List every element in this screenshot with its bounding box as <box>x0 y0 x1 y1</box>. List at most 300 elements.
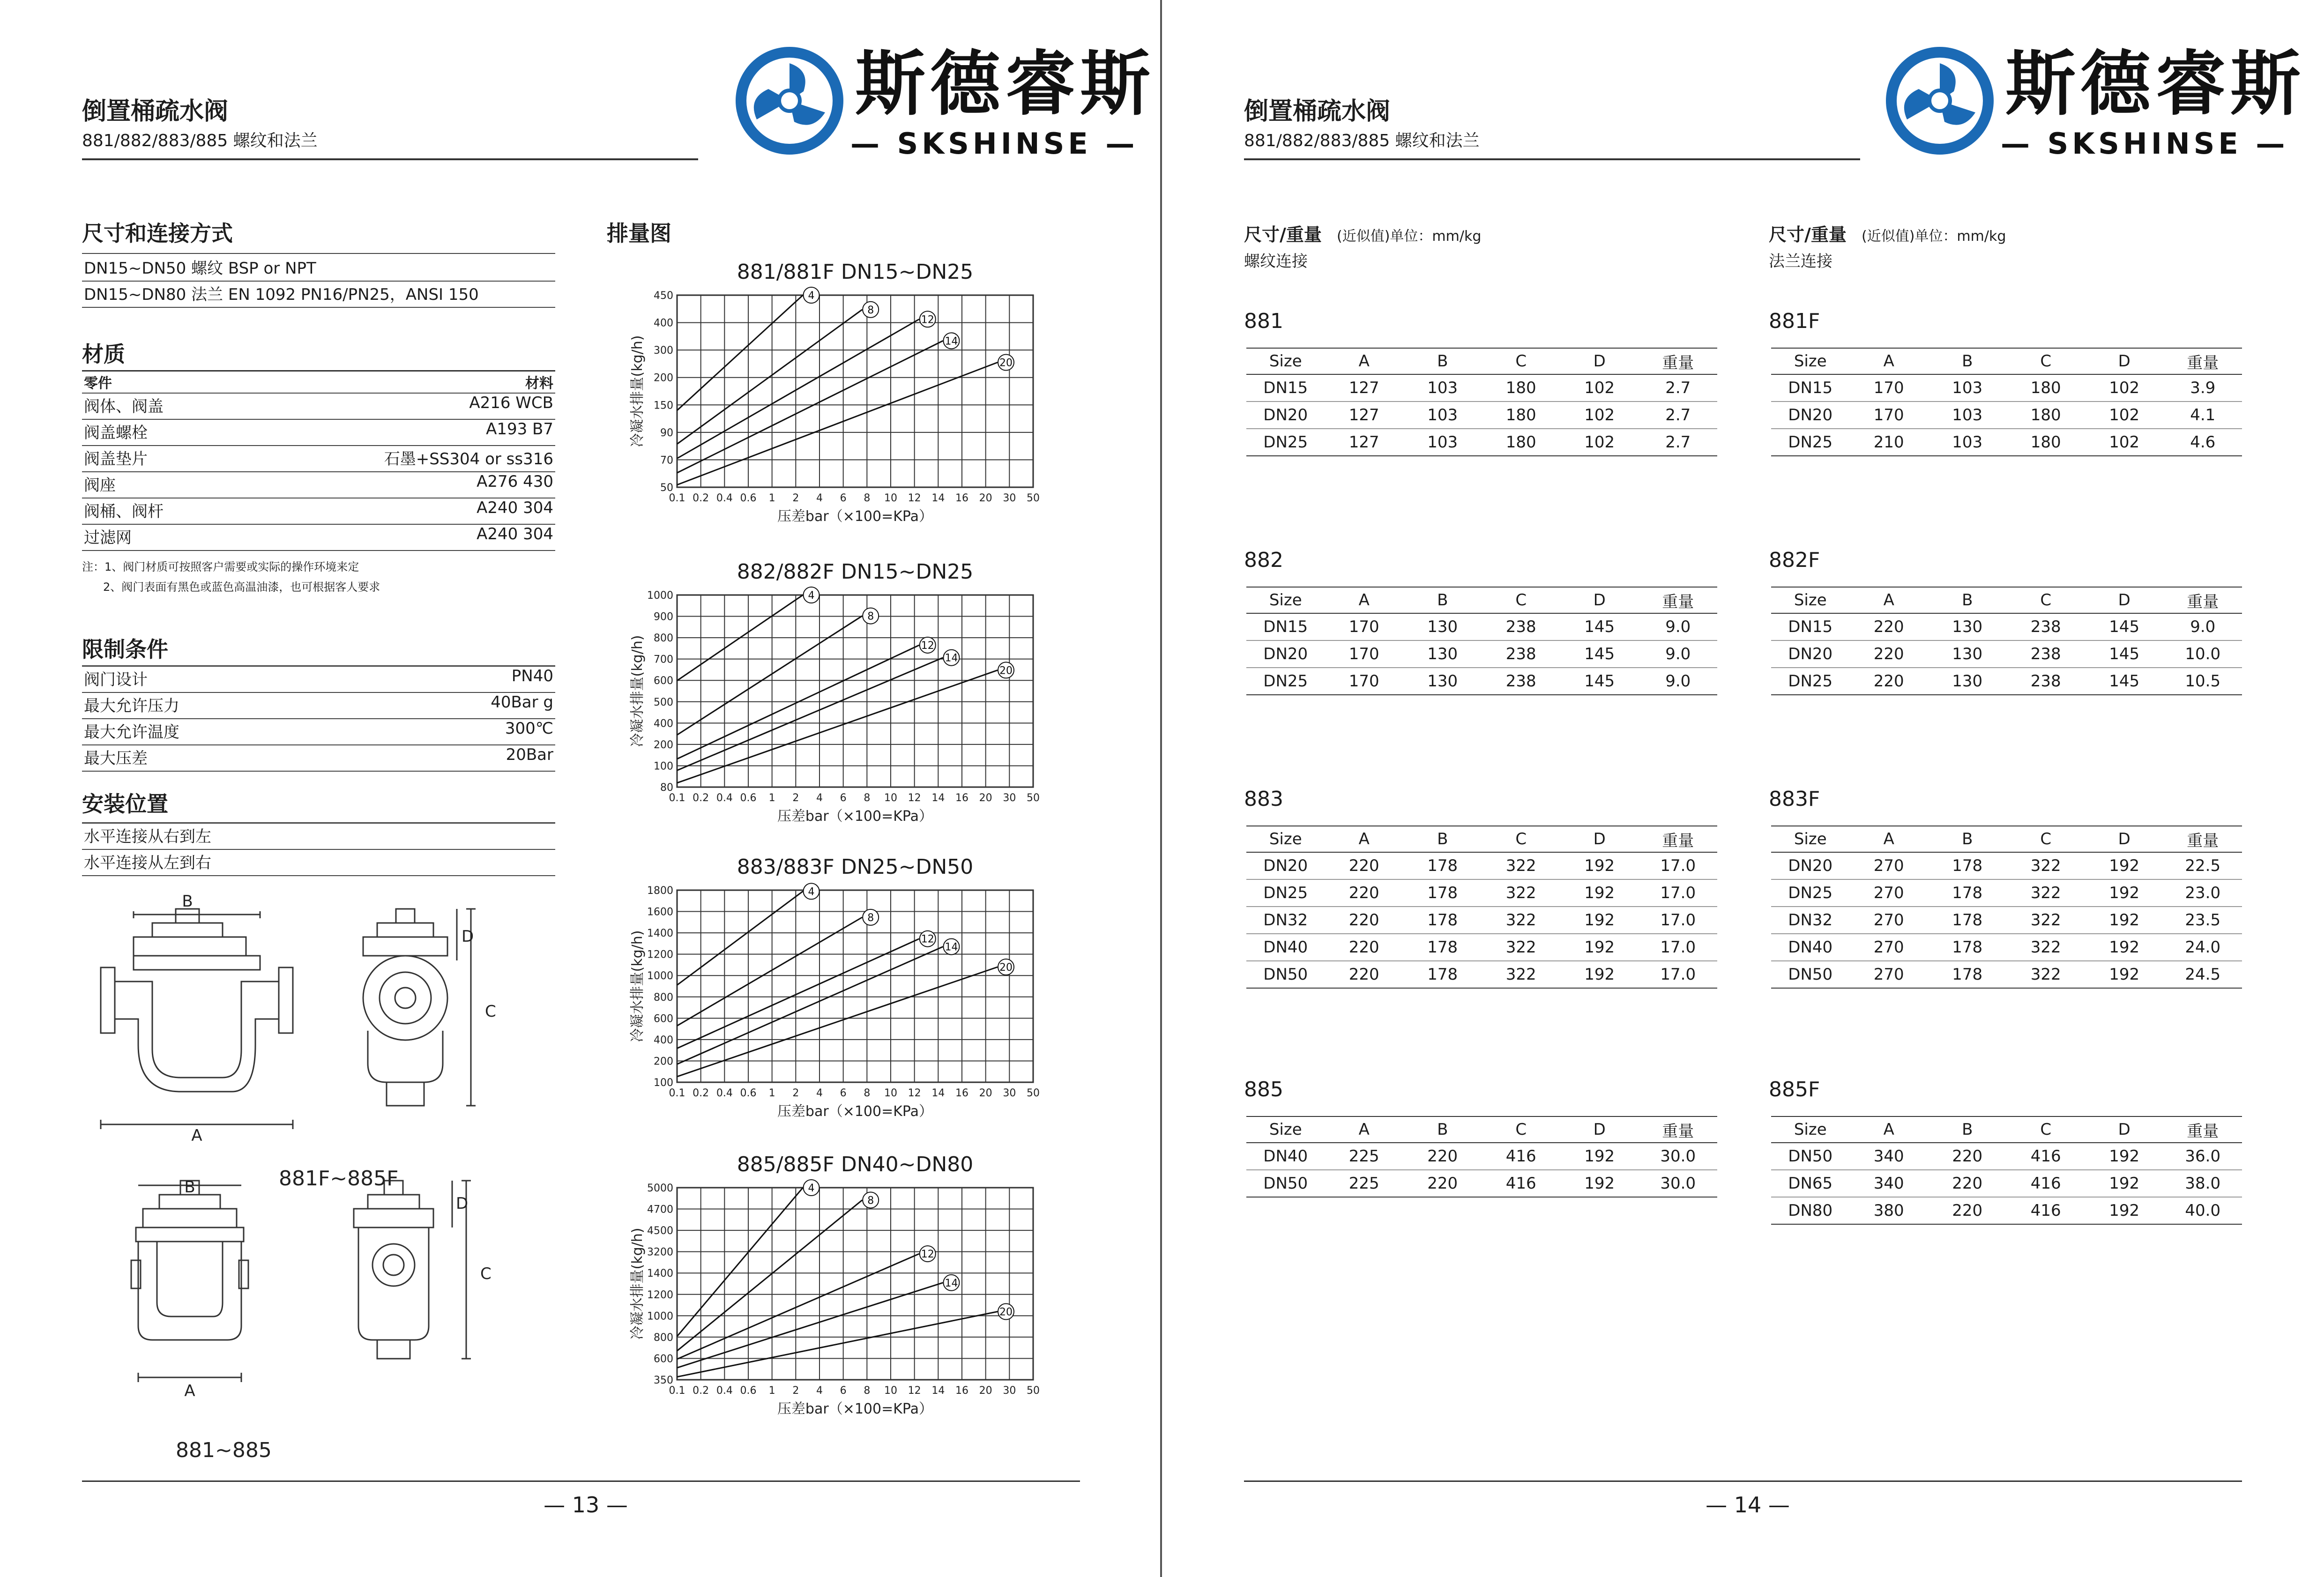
table-cell: 270 <box>1850 879 1929 907</box>
col-header: Size <box>1771 348 1850 374</box>
chart-section-title: 排量图 <box>607 221 671 246</box>
brand-logo <box>733 45 846 159</box>
x-tick-label: 0.2 <box>693 492 709 504</box>
limits-title: 限制条件 <box>82 637 168 662</box>
table-cell: DN15 <box>1771 374 1850 402</box>
y-tick-label: 1000 <box>647 590 673 602</box>
part: 过滤网 <box>84 528 132 547</box>
x-tick-label: 50 <box>1027 1087 1040 1099</box>
table-cell: 322 <box>2007 907 2086 934</box>
table-row <box>1771 640 2242 668</box>
table-cell: 4.1 <box>2164 402 2242 429</box>
header-title: 倒置桶疏水阀 <box>1244 97 1391 126</box>
table-cell: 192 <box>2085 1143 2164 1170</box>
table-cell: 270 <box>1850 961 1929 988</box>
material: A276 430 <box>477 472 553 491</box>
series-line-20 <box>677 1312 998 1377</box>
table-cell: DN25 <box>1246 879 1325 907</box>
table-row <box>1246 934 1717 961</box>
flange-head <box>1769 220 2006 246</box>
table-cell: 127 <box>1325 402 1404 429</box>
table-cell: DN20 <box>1246 640 1325 668</box>
table-cell: 270 <box>1850 934 1929 961</box>
y-tick-label: 400 <box>654 718 673 730</box>
limit-value: PN40 <box>511 667 553 685</box>
table-cell: 22.5 <box>2164 852 2242 879</box>
x-tick-label: 0.2 <box>693 1385 709 1397</box>
table-cell: DN20 <box>1771 852 1850 879</box>
table-cell: 192 <box>1560 907 1639 934</box>
col-header: A <box>1325 1116 1404 1143</box>
header-subtitle: 881/882/883/885 螺纹和法兰 <box>1244 131 1480 150</box>
col-header: D <box>1560 348 1639 374</box>
col-material: 材料 <box>525 375 553 392</box>
col-header: 重量 <box>1639 1116 1718 1143</box>
table-cell: 17.0 <box>1639 879 1718 907</box>
table-cell: 220 <box>1928 1170 2007 1197</box>
material: 石墨+SS304 or ss316 <box>384 450 553 469</box>
x-tick-label: 8 <box>864 792 871 804</box>
y-tick-label: 1800 <box>647 885 673 897</box>
material-row <box>82 525 555 551</box>
chart-0 <box>618 286 1087 548</box>
table-row <box>1246 907 1717 934</box>
table-row <box>1771 879 2242 907</box>
col-header: 重量 <box>1639 348 1718 374</box>
series-line-14 <box>677 947 943 1064</box>
table-cell: DN65 <box>1771 1170 1850 1197</box>
y-tick-label: 300 <box>654 345 673 357</box>
table-cell: 10.5 <box>2164 668 2242 695</box>
col-header: B <box>1928 587 2007 613</box>
table-cell: 192 <box>2085 852 2164 879</box>
thread-head <box>1244 220 1481 246</box>
table-row <box>1771 1143 2242 1170</box>
table-row <box>1246 1170 1717 1197</box>
x-tick-label: 12 <box>908 492 921 504</box>
table-cell: 145 <box>2085 668 2164 695</box>
series-label-20: 20 <box>999 1306 1013 1318</box>
brand-name-en: — SKSHINSE — <box>2001 126 2289 161</box>
x-tick-label: 0.6 <box>740 492 757 504</box>
thread-sub: 螺纹连接 <box>1244 252 1308 271</box>
chart-title: 885/885F DN40~DN80 <box>737 1153 974 1176</box>
spec-table-t881F <box>1771 348 2242 456</box>
x-tick-label: 30 <box>1003 1087 1016 1099</box>
series-line-14 <box>677 658 943 771</box>
dims-text: DN15~DN80 法兰 EN 1092 PN16/PN25，ANSI 150 <box>84 285 479 304</box>
col-header: 重量 <box>2164 826 2242 852</box>
series-label-20: 20 <box>999 665 1013 677</box>
table-cell: 102 <box>2085 429 2164 456</box>
table-row <box>1771 1197 2242 1224</box>
y-tick-label: 1600 <box>647 906 673 918</box>
table-row <box>1246 879 1717 907</box>
col-header: C <box>2007 348 2086 374</box>
table-cell: 17.0 <box>1639 934 1718 961</box>
col-header: B <box>1403 587 1482 613</box>
table-cell: 220 <box>1325 879 1404 907</box>
table-cell: 192 <box>2085 961 2164 988</box>
table-cell: 178 <box>1403 907 1482 934</box>
x-tick-label: 16 <box>955 1087 968 1099</box>
col-header: D <box>2085 1116 2164 1143</box>
x-tick-label: 6 <box>840 1385 847 1397</box>
series-line-20 <box>677 967 998 1077</box>
y-tick-label: 600 <box>654 1013 673 1025</box>
x-tick-label: 20 <box>979 792 992 804</box>
spec-table-t883F <box>1771 826 2242 989</box>
table-cell: 416 <box>1482 1170 1561 1197</box>
col-header: 重量 <box>2164 1116 2242 1143</box>
table-row <box>1771 613 2242 640</box>
table-cell: 130 <box>1403 640 1482 668</box>
series-line-4 <box>677 295 803 410</box>
table-cell: DN80 <box>1771 1197 1850 1224</box>
table-cell: 145 <box>1560 613 1639 640</box>
table-cell: 102 <box>2085 374 2164 402</box>
table-cell: 2.7 <box>1639 374 1718 402</box>
flange-sub: 法兰连接 <box>1769 252 1832 271</box>
col-header: 重量 <box>2164 587 2242 613</box>
table-row <box>1771 1170 2242 1197</box>
table-cell: 192 <box>2085 934 2164 961</box>
table-cell: 192 <box>2085 1170 2164 1197</box>
table-cell: 416 <box>2007 1170 2086 1197</box>
series-label-20: 20 <box>999 357 1013 369</box>
table-cell: 220 <box>1403 1170 1482 1197</box>
table-cell: 170 <box>1325 613 1404 640</box>
col-header: 重量 <box>2164 348 2242 374</box>
x-tick-label: 0.4 <box>716 792 733 804</box>
limit-row <box>82 693 555 719</box>
col-header: Size <box>1771 826 1850 852</box>
x-tick-label: 0.1 <box>669 1087 685 1099</box>
table-row <box>1771 429 2242 456</box>
part: 阀体、阀盖 <box>84 397 164 416</box>
table-cell: 127 <box>1325 429 1404 456</box>
dims-row <box>82 255 555 282</box>
col-header: A <box>1325 826 1404 852</box>
col-header: B <box>1928 348 2007 374</box>
x-tick-label: 6 <box>840 792 847 804</box>
col-header: B <box>1403 348 1482 374</box>
caption-threaded: 881~885 <box>176 1438 272 1462</box>
y-tick-label: 350 <box>654 1375 673 1386</box>
series-label-4: 4 <box>808 290 815 302</box>
series-label-14: 14 <box>945 1277 958 1289</box>
table-cell: 322 <box>2007 852 2086 879</box>
install-text: 水平连接从左到右 <box>84 854 211 872</box>
x-axis-label: 压差bar（×100=KPa） <box>777 508 933 525</box>
y-tick-label: 600 <box>654 675 673 687</box>
series-label-4: 4 <box>808 590 815 602</box>
table-cell: 170 <box>1850 402 1929 429</box>
col-header: C <box>2007 1116 2086 1143</box>
y-tick-label: 3200 <box>647 1246 673 1258</box>
limit-key: 最大允许压力 <box>84 697 179 715</box>
x-axis-label: 压差bar（×100=KPa） <box>777 1103 933 1120</box>
table-cell: 238 <box>1482 613 1561 640</box>
table-cell: 322 <box>1482 852 1561 879</box>
table-name-t882F: 882F <box>1769 548 1820 572</box>
table-row <box>1771 934 2242 961</box>
col-header: Size <box>1246 348 1325 374</box>
header-title: 倒置桶疏水阀 <box>82 97 229 126</box>
col-header: 重量 <box>1639 587 1718 613</box>
table-cell: 170 <box>1850 374 1929 402</box>
y-tick-label: 500 <box>654 696 673 708</box>
series-line-4 <box>677 891 803 985</box>
table-cell: DN25 <box>1771 668 1850 695</box>
table-cell: 178 <box>1928 961 2007 988</box>
series-label-12: 12 <box>921 933 934 945</box>
col-header: C <box>2007 826 2086 852</box>
table-cell: 322 <box>1482 934 1561 961</box>
col-header: A <box>1850 587 1929 613</box>
install-title: 安装位置 <box>82 791 168 817</box>
table-cell: DN25 <box>1246 429 1325 456</box>
thread-head-unit: (近似值)单位：mm/kg <box>1336 228 1482 245</box>
x-tick-label: 20 <box>979 1385 992 1397</box>
x-tick-label: 14 <box>931 792 945 804</box>
x-tick-label: 50 <box>1027 492 1040 504</box>
table-name-t882: 882 <box>1244 548 1283 572</box>
col-part: 零件 <box>84 375 112 392</box>
table-row <box>1771 852 2242 879</box>
material-row <box>82 472 555 498</box>
table-cell: 180 <box>2007 402 2086 429</box>
x-tick-label: 20 <box>979 1087 992 1099</box>
y-tick-label: 80 <box>660 782 673 794</box>
flanged-side-view <box>363 909 476 1106</box>
material-row <box>82 394 555 420</box>
y-tick-label: 800 <box>654 991 673 1004</box>
fan-logo-icon <box>733 45 846 157</box>
col-header: D <box>1560 587 1639 613</box>
install-text: 水平连接从右到左 <box>84 827 211 846</box>
x-tick-label: 0.2 <box>693 1087 709 1099</box>
table-cell: 23.0 <box>2164 879 2242 907</box>
dim-label-b2: B <box>184 1178 195 1197</box>
table-row <box>1771 668 2242 695</box>
y-tick-label: 700 <box>654 654 673 666</box>
table-cell: 220 <box>1403 1143 1482 1170</box>
brand-name-cn: 斯德睿斯 <box>855 44 1155 125</box>
table-cell: 180 <box>2007 374 2086 402</box>
x-tick-label: 2 <box>792 1087 799 1099</box>
series-label-20: 20 <box>999 962 1013 974</box>
table-cell: 210 <box>1850 429 1929 456</box>
series-line-4 <box>677 1188 803 1336</box>
series-line-14 <box>677 341 943 473</box>
table-cell: 10.0 <box>2164 640 2242 668</box>
table-cell: 4.6 <box>2164 429 2242 456</box>
table-name-t885F: 885F <box>1769 1078 1820 1101</box>
table-cell: 220 <box>1850 668 1929 695</box>
table-cell: 102 <box>2085 402 2164 429</box>
dim-label-d: D <box>462 927 474 946</box>
table-cell: 178 <box>1928 852 2007 879</box>
table-cell: 9.0 <box>2164 613 2242 640</box>
rule <box>82 253 555 254</box>
y-tick-label: 100 <box>654 760 673 773</box>
col-header: Size <box>1246 1116 1325 1143</box>
limit-row <box>82 667 555 693</box>
material: A216 WCB <box>469 394 553 412</box>
table-cell: DN15 <box>1771 613 1850 640</box>
table-row <box>1246 668 1717 695</box>
table-row <box>1246 402 1717 429</box>
header-subtitle: 881/882/883/885 螺纹和法兰 <box>82 131 318 150</box>
col-header: D <box>1560 826 1639 852</box>
table-cell: DN20 <box>1246 402 1325 429</box>
col-header: A <box>1850 826 1929 852</box>
table-header-row <box>1771 348 2242 374</box>
limit-value: 20Bar <box>506 745 553 764</box>
table-cell: DN20 <box>1771 640 1850 668</box>
table-cell: DN40 <box>1771 934 1850 961</box>
x-tick-label: 1 <box>768 1087 775 1099</box>
dims-text: DN15~DN50 螺纹 BSP or NPT <box>84 259 316 278</box>
table-cell: 178 <box>1928 907 2007 934</box>
x-tick-label: 12 <box>908 1087 921 1099</box>
col-header: D <box>1560 1116 1639 1143</box>
spec-table-t883 <box>1246 826 1717 989</box>
y-axis-label: 冷凝水排量(kg/h) <box>629 635 646 747</box>
table-cell: 17.0 <box>1639 852 1718 879</box>
x-tick-label: 14 <box>931 1087 945 1099</box>
x-tick-label: 0.1 <box>669 492 685 504</box>
x-tick-label: 10 <box>884 792 897 804</box>
x-tick-label: 10 <box>884 1385 897 1397</box>
table-name-t883: 883 <box>1244 787 1283 811</box>
table-cell: 192 <box>2085 1197 2164 1224</box>
spec-table-t885 <box>1246 1116 1717 1198</box>
col-header: D <box>2085 587 2164 613</box>
table-cell: 220 <box>1850 613 1929 640</box>
header-rule <box>82 158 698 160</box>
y-tick-label: 1000 <box>647 1310 673 1323</box>
table-cell: 238 <box>2007 613 2086 640</box>
col-header: C <box>2007 587 2086 613</box>
y-axis-label: 冷凝水排量(kg/h) <box>629 1227 646 1340</box>
table-cell: 192 <box>1560 852 1639 879</box>
threaded-side-view <box>354 1181 471 1359</box>
table-cell: 9.0 <box>1639 668 1718 695</box>
table-cell: 178 <box>1403 961 1482 988</box>
materials-header <box>82 370 555 394</box>
x-tick-label: 8 <box>864 1385 871 1397</box>
table-cell: 9.0 <box>1639 640 1718 668</box>
part: 阀座 <box>84 476 116 495</box>
table-cell: 238 <box>1482 640 1561 668</box>
x-tick-label: 0.6 <box>740 792 757 804</box>
table-row <box>1246 852 1717 879</box>
limit-key: 阀门设计 <box>84 670 148 689</box>
material: A240 304 <box>477 525 553 543</box>
x-tick-label: 14 <box>931 1385 945 1397</box>
table-cell: 30.0 <box>1639 1170 1718 1197</box>
col-header: B <box>1403 826 1482 852</box>
series-label-4: 4 <box>808 1183 815 1194</box>
limit-row <box>82 719 555 745</box>
limit-key: 最大压差 <box>84 749 148 768</box>
table-cell: 220 <box>1325 934 1404 961</box>
table-cell: 24.5 <box>2164 961 2242 988</box>
table-cell: 178 <box>1928 879 2007 907</box>
table-row <box>1771 402 2242 429</box>
y-tick-label: 4700 <box>647 1204 673 1216</box>
x-tick-label: 0.6 <box>740 1087 757 1099</box>
table-cell: 322 <box>1482 961 1561 988</box>
series-label-8: 8 <box>867 912 874 924</box>
chart-2 <box>618 881 1087 1143</box>
table-cell: 130 <box>1403 668 1482 695</box>
table-name-t883F: 883F <box>1769 787 1820 811</box>
table-cell: 270 <box>1850 907 1929 934</box>
table-cell: 103 <box>1403 429 1482 456</box>
table-cell: 192 <box>1560 1170 1639 1197</box>
table-cell: 145 <box>1560 640 1639 668</box>
spec-table-t882 <box>1246 587 1717 695</box>
x-tick-label: 50 <box>1027 1385 1040 1397</box>
x-tick-label: 1 <box>768 792 775 804</box>
x-tick-label: 12 <box>908 1385 921 1397</box>
table-row <box>1771 907 2242 934</box>
series-line-20 <box>677 363 998 485</box>
x-tick-label: 4 <box>816 792 823 804</box>
table-header-row <box>1771 1116 2242 1143</box>
table-cell: 220 <box>1325 961 1404 988</box>
x-tick-label: 1 <box>768 492 775 504</box>
table-header-row <box>1246 348 1717 374</box>
y-tick-label: 200 <box>654 739 673 751</box>
install-row <box>82 850 555 876</box>
table-cell: 238 <box>1482 668 1561 695</box>
y-tick-label: 150 <box>654 400 673 412</box>
page-number: — 14 — <box>1706 1492 1790 1517</box>
threaded-front-view <box>131 1181 248 1382</box>
x-tick-label: 2 <box>792 1385 799 1397</box>
table-cell: DN32 <box>1771 907 1850 934</box>
table-cell: 225 <box>1325 1170 1404 1197</box>
x-tick-label: 0.1 <box>669 1385 685 1397</box>
series-line-8 <box>677 616 862 735</box>
table-header-row <box>1771 587 2242 613</box>
table-cell: 3.9 <box>2164 374 2242 402</box>
chart-title: 882/882F DN15~DN25 <box>737 560 974 584</box>
y-tick-label: 50 <box>660 482 673 494</box>
table-cell: 170 <box>1325 668 1404 695</box>
y-tick-label: 400 <box>654 1034 673 1046</box>
table-cell: 238 <box>2007 640 2086 668</box>
table-row <box>1771 961 2242 988</box>
material: A240 304 <box>477 498 553 517</box>
y-tick-label: 1200 <box>647 1289 673 1301</box>
table-cell: 103 <box>1928 374 2007 402</box>
table-name-t885: 885 <box>1244 1078 1283 1101</box>
spec-table-t885F <box>1771 1116 2242 1225</box>
table-cell: 102 <box>1560 429 1639 456</box>
material-row <box>82 446 555 472</box>
y-tick-label: 4500 <box>647 1225 673 1237</box>
table-header-row <box>1246 1116 1717 1143</box>
series-label-14: 14 <box>945 335 958 348</box>
x-tick-label: 6 <box>840 1087 847 1099</box>
col-header: A <box>1850 348 1929 374</box>
x-tick-label: 6 <box>840 492 847 504</box>
